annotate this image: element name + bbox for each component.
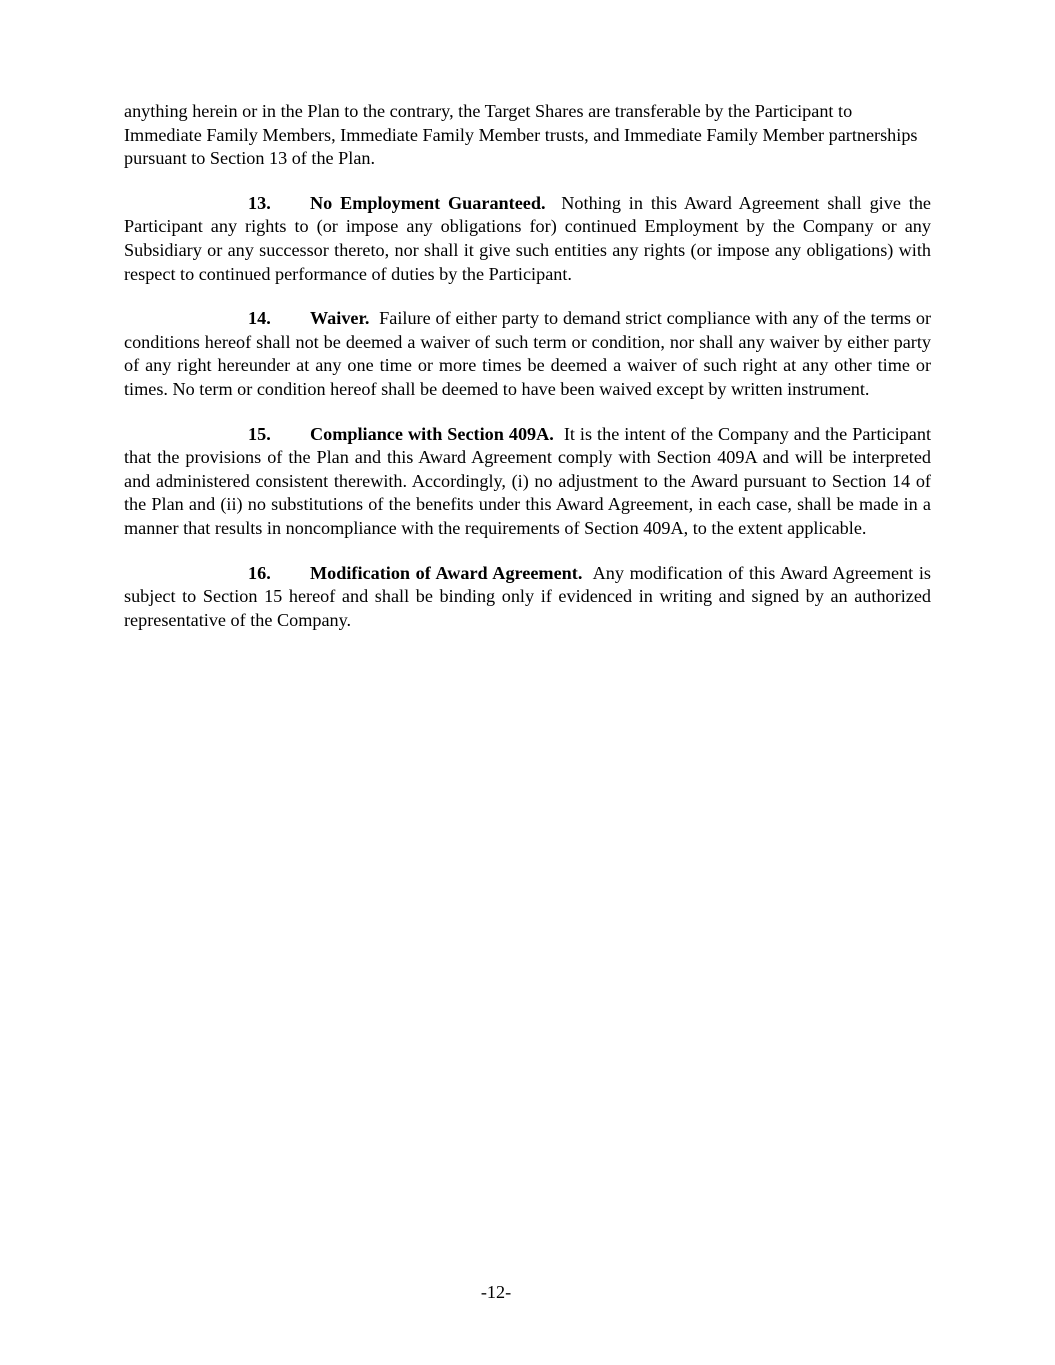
section-number: 13. — [248, 192, 271, 213]
section-text: Any modification of this Award Agreement is subject to Section 15 hereof and shall be binding only if evidenced in writing and signed by an authorized representative of the Company. — [124, 562, 931, 630]
page-number: -12- — [480, 1282, 512, 1302]
section-title: Modification of Award Agreement. — [310, 562, 583, 583]
section-13-paragraph — [124, 192, 931, 286]
section-title: Waiver. — [310, 308, 370, 329]
document-body — [124, 100, 931, 653]
section-16-paragraph — [124, 562, 931, 633]
section-15-paragraph — [124, 423, 931, 541]
section-number: 15. — [248, 423, 271, 444]
section-number: 16. — [248, 562, 271, 583]
section-title: Compliance with Section 409A. — [310, 423, 554, 444]
continuation-paragraph: anything herein or in the Plan to the contrary, the Target Shares are transferable by the Participant to Immediate Family Members, Immediate Family Member trusts, and Immediate Family Member partnerships pursuant to Section 13 of the Plan. — [124, 101, 918, 169]
section-number: 14. — [248, 308, 271, 329]
section-14-paragraph — [124, 307, 931, 401]
section-text: Failure of either party to demand strict compliance with any of the terms or conditions hereof shall not be deemed a waiver of such term or condition, nor shall any waiver by either party of any right hereunder at any one time or more times be deemed a waiver of such right at any other time or times. No term or condition hereof shall be deemed to have been waived except by written instrument. — [124, 308, 932, 399]
section-title: No Employment Guaranteed. — [310, 192, 546, 213]
section-text: Nothing in this Award Agreement shall give the Participant any rights to (or impose any obligations for) continued Employment by the Company or any Subsidiary or any successor thereto, nor shall it give such entities any rights (or impose any obligations) with respect to continued performance of duties by the Participant. — [124, 192, 932, 284]
section-text: It is the intent of the Company and the Participant that the provisions of the Plan and this Award Agreement comply with Section 409A and will be interpreted and administered consistent therewith. Accordingly, (i) no adjustment to the Award pursuant to Section 14 of the Plan and (ii) no substitutions of the benefits under this Award Agreement, in each case, shall be made in a manner that results in noncompliance with the requirements of Section 409A, to the extent applicable. — [124, 423, 931, 538]
